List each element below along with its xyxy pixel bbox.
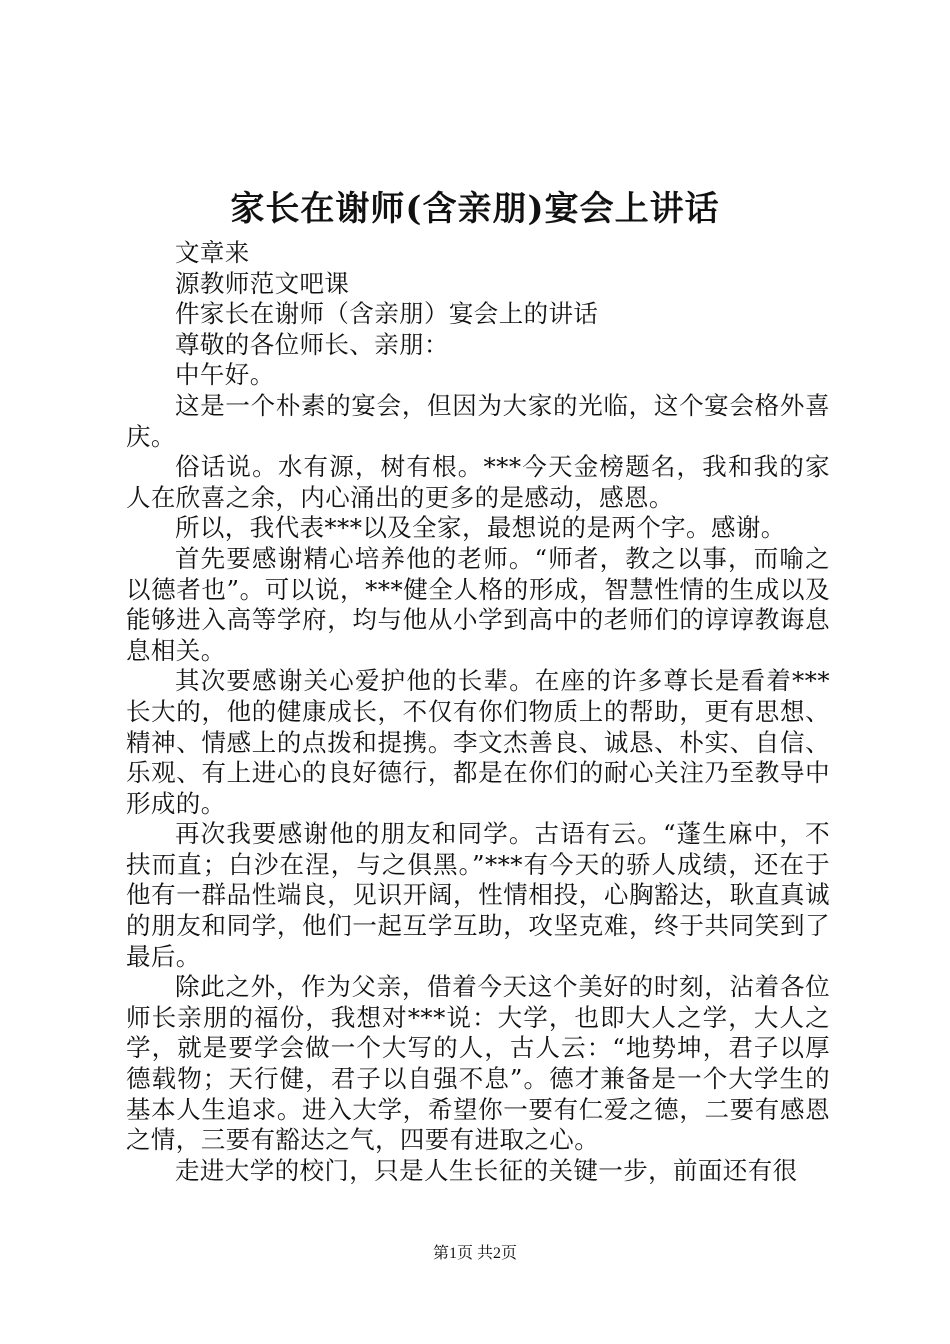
document-title: 家长在谢师(含亲朋)宴会上讲话 bbox=[230, 189, 720, 229]
paragraph: 源教师范文吧课 bbox=[175, 268, 350, 298]
paragraph: 再次我要感谢他的朋友和同学。古语有云。“蓬生麻中，不扶而直；白沙在涅，与之俱黑。”***有今天的骄人成绩，还在于他有一群品性端良，见识开阔，性情相投，心胸豁达，耿直真诚的朋友和同学，他们一起互学互助，攻坚克难，终于共同笑到了最后。 bbox=[126, 819, 830, 971]
paragraph: 其次要感谢关心爱护他的长辈。在座的许多尊长是看着***长大的，他的健康成长，不仅有你们物质上的帮助，更有思想、精神、情感上的点拨和提携。李文杰善良、诚恳、朴实、自信、乐观、有上进心的良好德行，都是在你们的耐心关注乃至教导中形成的。 bbox=[126, 666, 830, 818]
salutation: 尊敬的各位师长、亲朋： bbox=[175, 329, 449, 359]
paragraph: 走进大学的校门，只是人生长征的关键一步，前面还有很 bbox=[175, 1155, 798, 1185]
paragraph: 件家长在谢师（含亲朋）宴会上的讲话 bbox=[175, 299, 599, 329]
paragraph: 文章来 bbox=[175, 238, 250, 267]
paragraph: 俗话说。水有源，树有根。***今天金榜题名，我和我的家人在欣喜之余，内心涌出的更多的是感动，感恩。 bbox=[126, 452, 830, 512]
greeting: 中午好。 bbox=[175, 360, 275, 390]
document-body bbox=[126, 238, 830, 1186]
paragraph: 这是一个朴素的宴会，但因为大家的光临，这个宴会格外喜庆。 bbox=[126, 390, 830, 451]
paragraph: 除此之外，作为父亲，借着今天这个美好的时刻，沾着各位师长亲朋的福份，我想对***说：大学，也即大人之学，大人之学，就是要学会做一个大写的人，古人云：“地势坤，君子以厚德载物；天行健，君子以自强不息”。德才兼备是一个大学生的基本人生追求。进入大学，希望你一要有仁爱之德，二要有感恩之情，三要有豁达之气，四要有进取之心。 bbox=[126, 972, 830, 1155]
paragraph: 所以，我代表***以及全家，最想说的是两个字。感谢。 bbox=[175, 513, 786, 543]
page-number-footer: 第1页 共2页 bbox=[432, 1245, 517, 1262]
paragraph: 首先要感谢精心培养他的老师。“师者，教之以事，而喻之以德者也”。可以说，***健全人格的形成，智慧性情的生成以及能够进入高等学府，均与他从小学到高中的老师们的谆谆教诲息息相关。 bbox=[126, 543, 830, 665]
